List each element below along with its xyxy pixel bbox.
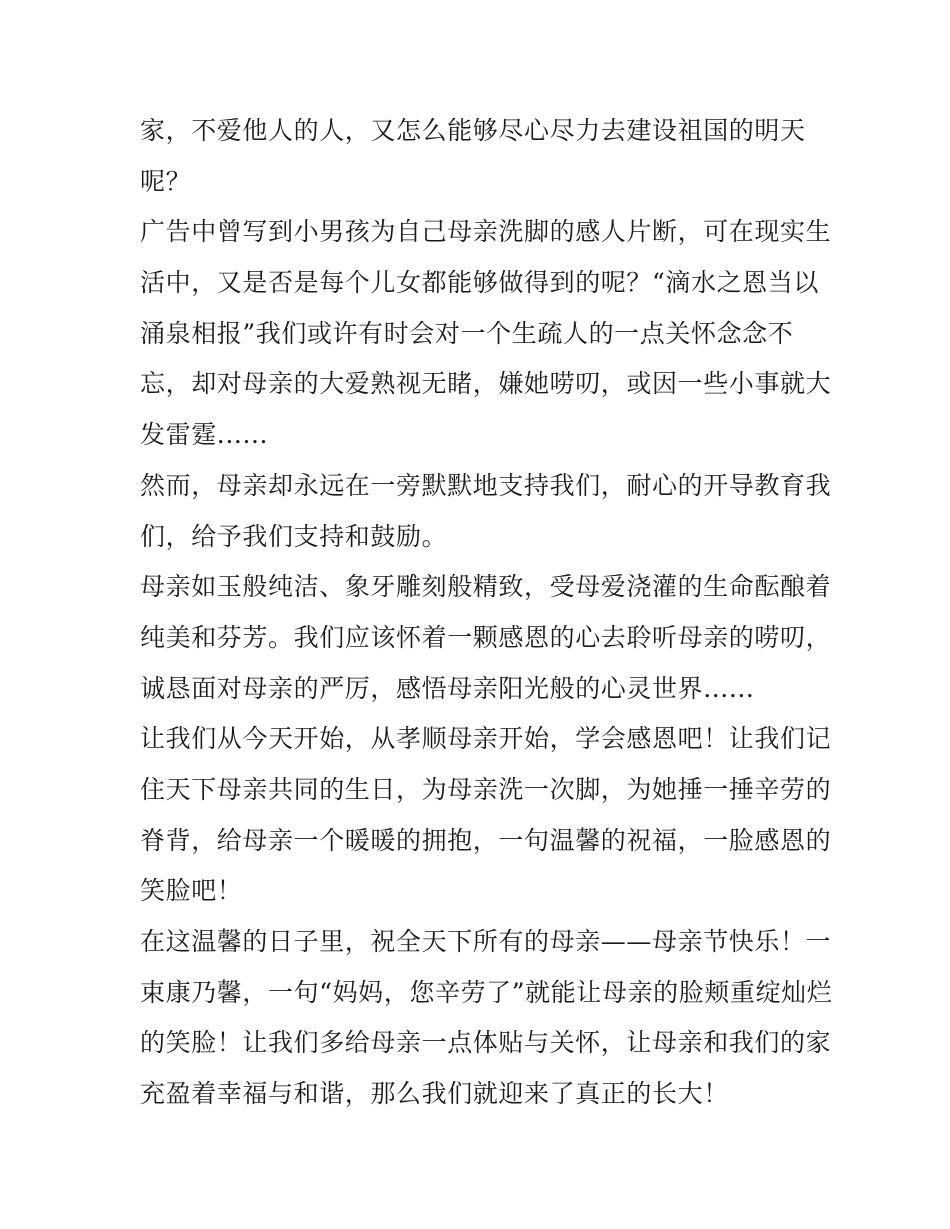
text-line: 让我们从今天开始，从孝顺母亲开始，学会感恩吧！让我们记 xyxy=(140,724,832,754)
text-line: 广告中曾写到小男孩为自己母亲洗脚的感人片断，可在现实生 xyxy=(140,217,832,247)
document-body xyxy=(140,106,833,1120)
text-line: 然而，母亲却永远在一旁默默地支持我们，耐心的开导教育我 xyxy=(140,470,832,500)
text-line: 的笑脸！让我们多给母亲一点体贴与关怀，让母亲和我们的家 xyxy=(140,1028,832,1058)
text-line: 活中，又是否是每个儿女都能够做得到的呢？“滴水之恩当以 xyxy=(140,268,819,298)
text-line: 笑脸吧！ xyxy=(140,876,243,906)
text-line: 束康乃馨，一句“妈妈，您辛劳了”就能让母亲的脸颊重绽灿烂 xyxy=(140,977,833,1007)
text-line: 纯美和芬芳。我们应该怀着一颗感恩的心去聆听母亲的唠叨， xyxy=(140,622,832,652)
text-line: 充盈着幸福与和谐，那么我们就迎来了真正的长大！ xyxy=(140,1079,729,1109)
text-line: 母亲如玉般纯洁、象牙雕刻般精致，受母爱浇灌的生命酝酿着 xyxy=(140,572,832,602)
text-line: 发雷霆...... xyxy=(140,420,269,450)
text-line: 诚恳面对母亲的严厉，感悟母亲阳光般的心灵世界...... xyxy=(140,673,755,703)
text-line: 在这温馨的日子里，祝全天下所有的母亲——母亲节快乐！一 xyxy=(140,927,832,956)
text-line: 脊背，给母亲一个暖暖的拥抱，一句温馨的祝福，一脸感恩的 xyxy=(140,825,832,855)
text-line: 涌泉相报”我们或许有时会对一个生疏人的一点关怀念念不 xyxy=(140,318,794,348)
text-line: 呢？ xyxy=(140,166,192,196)
text-line: 忘，却对母亲的大爱熟视无睹，嫌她唠叨，或因一些小事就大 xyxy=(140,369,832,399)
text-line: 住天下母亲共同的生日，为母亲洗一次脚，为她捶一捶辛劳的 xyxy=(140,774,832,804)
text-line: 们，给予我们支持和鼓励。 xyxy=(140,521,448,551)
text-line: 家，不爱他人的人，又怎么能够尽心尽力去建设祖国的明天 xyxy=(140,116,806,145)
